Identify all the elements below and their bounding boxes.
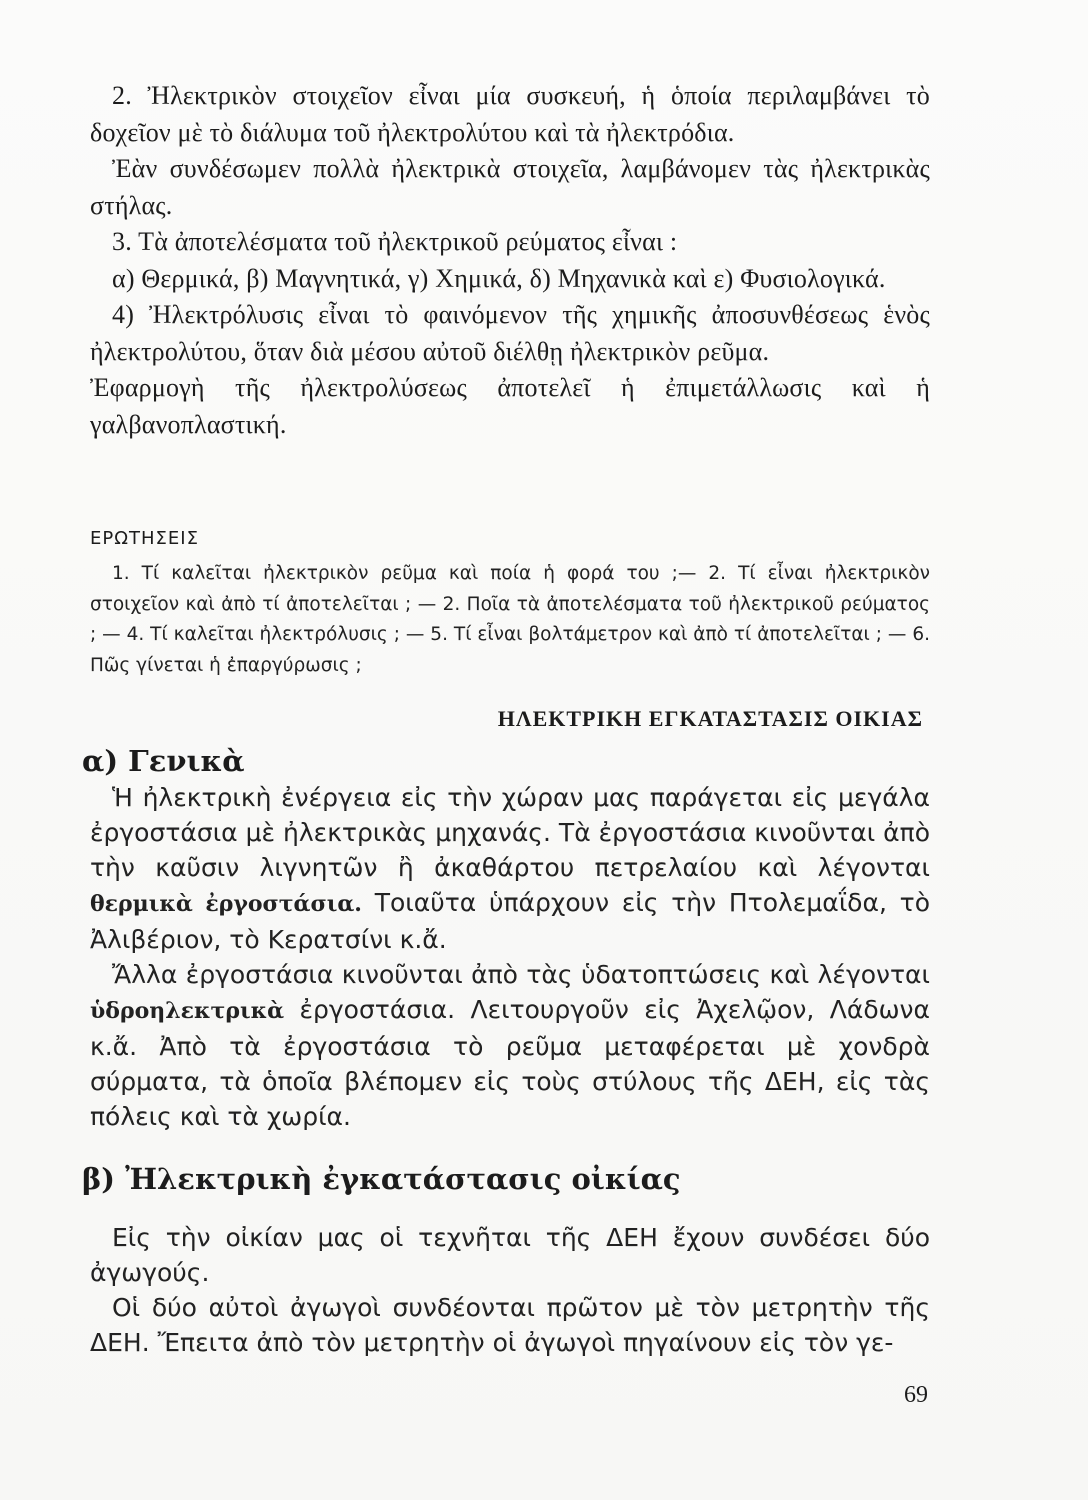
questions-text: 1. Τί καλεῖται ἠλεκτρικὸν ρεῦμα καὶ ποία ἡ φορά του ;— 2. Τί εἶναι ἠλεκτρικὸν στοιχεῖον καὶ ἀπὸ τί ἀποτελεῖται ; — 2. Ποῖα τὰ ἀποτελέσματα τοῦ ἠλεκτρικοῦ ρεύματος ; — 4. Τί καλεῖται ἠλεκτρόλυσις ; — 5. Τί εἶναι βολτάμετρον καὶ ἀπὸ τί ἀποτελεῖται ; — 6. Πῶς γίνεται ἡ ἐπαργύρωσις ;	[90, 563, 930, 676]
thermal-plants-term: θερμικὰ ἐργοστάσια.	[90, 891, 362, 917]
home-installation-paragraph-1: Εἰς τὴν οἰκίαν μας οἱ τεχνῆται τῆς ΔΕΗ ἔχουν συνδέσει δύο ἀγωγούς.	[90, 1223, 930, 1287]
summary-point-3-list: α) Θερμικά, β) Μαγνητικά, γ) Χημικά, δ) Μηχανικὰ καὶ ε) Φυσιολογικά.	[112, 263, 886, 293]
questions-section	[90, 528, 930, 681]
general-paragraph-1-end: Τοιαῦτα ὑπάρχουν εἰς τὴν Πτολεμαΐδα, τὸ Ἀλιβέριον, τὸ Κερατσίνι κ.ἄ.	[90, 888, 931, 954]
subheading-general: α) Γενικὰ	[82, 744, 245, 778]
general-paragraph-2	[90, 957, 930, 1134]
summary-point-2: 2. Ἠλεκτρικὸν στοιχεῖον εἶναι μία συσκευή, ἡ ὁποία περιλαμβάνει τὸ δοχεῖον μὲ τὸ διάλυμα τοῦ ἠλεκτρολύτου καὶ τὰ ἠλεκτρόδια.	[90, 81, 930, 147]
home-installation-section	[90, 1220, 930, 1360]
general-paragraph-1-start: Ἡ ἠλεκτρικὴ ἐνέργεια εἰς τὴν χώραν μας παράγεται εἰς μεγάλα ἐργοστάσια μὲ ἠλεκτρικὰς μηχανάς. Τὰ ἐργοστάσια κινοῦνται ἀπὸ τὴν καῦσιν λιγνητῶν ἢ ἀκαθάρτου πετρελαίου καὶ λέγονται	[90, 783, 930, 882]
summary-section	[90, 78, 930, 443]
general-paragraph-2-end: ἐργοστάσια. Λειτουργοῦν εἰς Ἀχελῷον, Λάδωνα κ.ἄ. Ἀπὸ τὰ ἐργοστάσια τὸ ρεῦμα μεταφέρεται μὲ χονδρὰ σύρματα, τὰ ὁποῖα βλέπομεν εἰς τοὺς στύλους τῆς ΔΕΗ, εἰς τὰς πόλεις καὶ τὰ χωρία.	[90, 995, 930, 1131]
general-paragraph-1	[90, 780, 930, 957]
summary-point-3: 3. Τὰ ἀποτελέσματα τοῦ ἠλεκτρικοῦ ρεύματος εἶναι :	[112, 227, 678, 256]
general-section	[90, 780, 930, 1134]
subheading-home-installation: β) Ἠλεκτρικὴ ἐγκατάστασις οἰκίας	[82, 1162, 681, 1196]
section-title: ΗΛΕΚΤΡΙΚΗ ΕΓΚΑΤΑΣΤΑΣΙΣ ΟΙΚΙΑΣ	[497, 706, 923, 731]
hydro-plants-term: ὑδροηλεκτρικὰ	[90, 998, 285, 1024]
summary-point-4: 4) Ἠλεκτρόλυσις εἶναι τὸ φαινόμενον τῆς χημικῆς ἀποσυνθέσεως ἑνὸς ἠλεκτρολύτου, ὅταν διὰ μέσου αὐτοῦ διέλθῃ ἠλεκτρικὸν ρεῦμα.	[90, 300, 930, 366]
general-paragraph-2-start: Ἄλλα ἐργοστάσια κινοῦνται ἀπὸ τὰς ὑδατοπτώσεις καὶ λέγονται	[112, 960, 930, 989]
summary-point-4-continued: Ἐφαρμογὴ τῆς ἠλεκτρολύσεως ἀποτελεῖ ἡ ἐπιμετάλλωσις καὶ ἡ γαλβανοπλαστική.	[90, 373, 930, 439]
summary-point-2-continued: Ἐὰν συνδέσωμεν πολλὰ ἠλεκτρικὰ στοιχεῖα, λαμβάνομεν τὰς ἠλεκτρικὰς στήλας.	[90, 154, 930, 220]
questions-heading: ΕΡΩΤΗΣΕΙΣ	[90, 528, 199, 549]
page-number: 69	[904, 1382, 928, 1408]
home-installation-paragraph-2: Οἱ δύο αὐτοὶ ἀγωγοὶ συνδέονται πρῶτον μὲ τὸν μετρητὴν τῆς ΔΕΗ. Ἔπειτα ἀπὸ τὸν μετρητὴν οἱ ἀγωγοὶ πηγαίνουν εἰς τὸν γε-	[90, 1293, 930, 1357]
